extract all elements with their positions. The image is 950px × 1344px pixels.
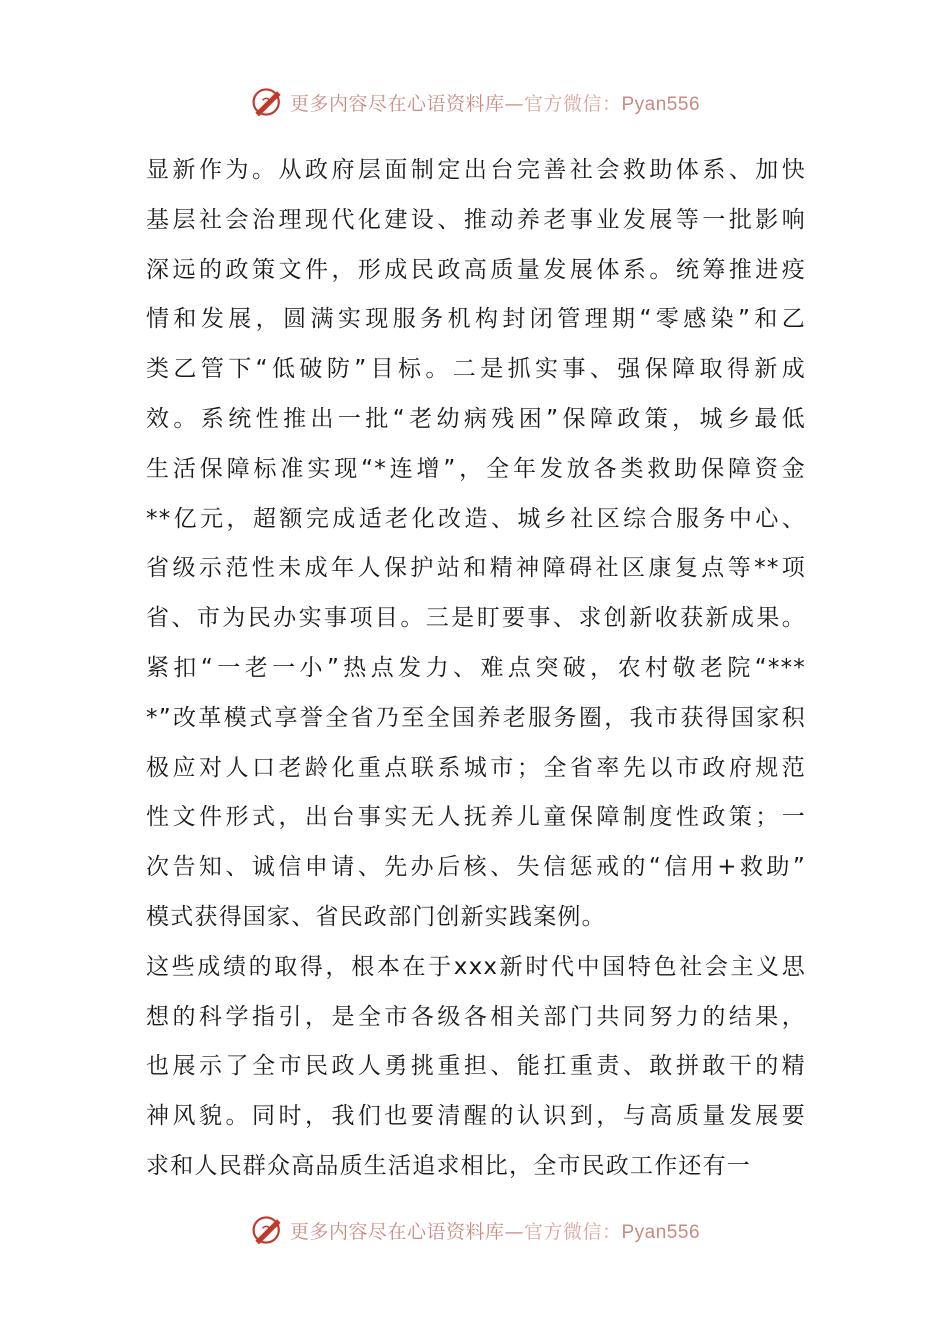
header-banner (0, 80, 950, 124)
header-banner-id: Pyan556 (621, 93, 701, 115)
footer-banner-dash: — (504, 1220, 524, 1243)
header-banner-dash: — (504, 92, 524, 115)
paragraph-line: 显新作为。从政府层面制定出台完善社会救助体系、加快 (146, 157, 806, 183)
paragraph-line: 紧扣“一老一小”热点发力、难点突破，农村敬老院“*** (146, 654, 806, 681)
paragraph-line: 效。系统性推出一批“老幼病残困”保障政策，城乡最低 (146, 405, 806, 432)
paragraph-line: 深远的政策文件，形成民政高质量发展体系。统筹推进疫 (146, 256, 806, 283)
footer-banner-text (290, 1217, 700, 1244)
footer-banner-wx: 官方微信： (523, 1220, 622, 1243)
paragraph-line: *”改革模式享誉全省乃至全国养老服务圈，我市获得国家积 (146, 704, 806, 731)
footer-banner (0, 1208, 950, 1252)
paragraph-line: 生活保障标准实现“*连增”，全年发放各类救助保障资金 (146, 455, 806, 482)
footer-banner-id: Pyan556 (621, 1221, 701, 1243)
paragraph-line: 省级示范性未成年人保护站和精神障碍社区康复点等**项 (146, 555, 806, 582)
header-banner-main: 更多内容尽在心语资料库 (289, 92, 505, 115)
paragraph-line: 极应对人口老龄化重点联系城市；全省率先以市政府规范 (146, 754, 806, 781)
header-banner-wx: 官方微信： (523, 92, 622, 115)
document-body (146, 146, 806, 1192)
paragraph-line: 省、市为民办实事项目。三是盯要事、求创新收获新成果。 (146, 605, 806, 632)
header-banner-text (290, 89, 700, 116)
paragraph-line: 基层社会治理现代化建设、推动养老事业发展等一批影响 (146, 206, 806, 233)
paragraph-line: 神风貌。同时，我们也要清醒的认识到，与高质量发展要 (146, 1103, 806, 1130)
paragraph-line: 类乙管下“低破防”目标。二是抓实事、强保障取得新成 (146, 356, 806, 383)
paragraph-line: 性文件形式，出台事实无人抚养儿童保障制度性政策；一 (146, 804, 806, 831)
paragraph-line: **亿元，超额完成适老化改造、城乡社区综合服务中心、 (146, 505, 806, 532)
pen-logo-icon (250, 84, 286, 120)
paragraph-line: 模式获得国家、省民政部门创新实践案例。 (146, 903, 606, 930)
paragraph-line: 情和发展，圆满实现服务机构封闭管理期“零感染”和乙 (146, 306, 806, 333)
pen-logo-icon (250, 1212, 286, 1248)
paragraph-line: 也展示了全市民政人勇挑重担、能扛重责、敢拼敢干的精 (146, 1053, 806, 1080)
paragraph-line: 次告知、诚信申请、先办后核、失信惩戒的“信用+救助” (146, 854, 806, 881)
paragraph-line: 想的科学指引，是全市各级各相关部门共同努力的结果， (146, 1003, 806, 1030)
footer-banner-main: 更多内容尽在心语资料库 (289, 1220, 505, 1243)
paragraph-line: 这些成绩的取得，根本在于xxx新时代中国特色社会主义思 (146, 953, 806, 980)
paragraph-line: 求和人民群众高品质生活追求相比，全市民政工作还有一 (146, 1152, 751, 1179)
